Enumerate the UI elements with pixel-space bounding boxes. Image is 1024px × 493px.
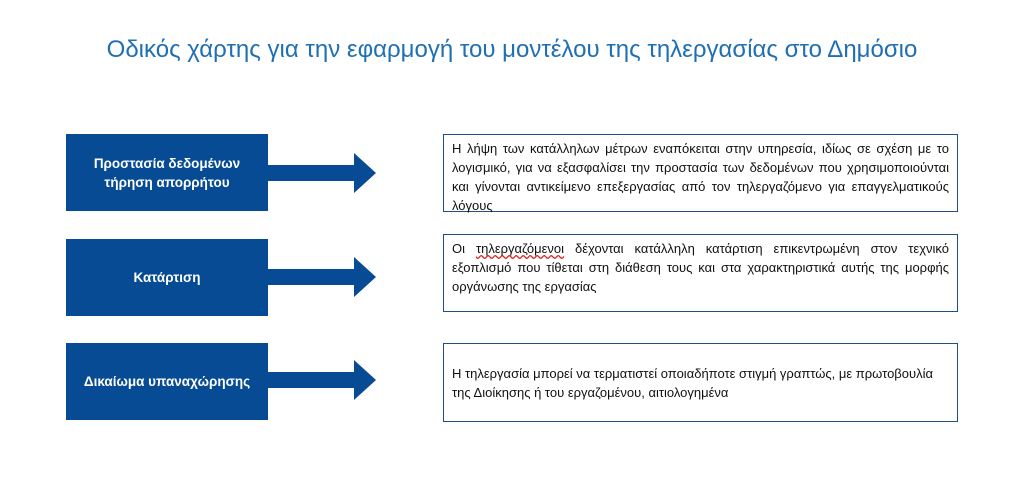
label-box-training: Κατάρτιση xyxy=(66,239,268,316)
right-arrow-icon xyxy=(268,257,378,297)
description-box-withdrawal: Η τηλεργασία μπορεί να τερματιστεί οποιαδήποτε στιγμή γραπτώς, με πρωτοβουλία της Διοίκησης ή του εργαζομένου, αιτιολογημένα xyxy=(443,343,958,422)
right-arrow-icon xyxy=(268,360,378,400)
label-box-withdrawal: Δικαίωμα υπαναχώρησης xyxy=(66,343,268,420)
description-box-data-protection: Η λήψη των κατάλληλων μέτρων εναπόκειται στην υπηρεσία, ιδίως σε σχέση με το λογισμικό, για να εξασφαλίσει την προστασία των δεδομένων που χρησιμοποιούνται και γίνονται αντικείμενο επεξεργασίας από τον τηλεργαζόμενο για επαγγελματικούς λόγους xyxy=(443,134,958,212)
spellcheck-marked-word: τηλεργαζόμενοι xyxy=(475,241,565,256)
right-arrow-icon xyxy=(268,153,378,193)
page-title: Οδικός χάρτης για την εφαρμογή του μοντέλου της τηλεργασίας στο Δημόσιο xyxy=(106,36,918,63)
label-box-data-protection: Προστασία δεδομένων τήρηση απορρήτου xyxy=(66,134,268,211)
description-box-training xyxy=(443,234,958,312)
description-text-rest: δέχονται κατάλληλη κατάρτιση επικεντρωμένη στον τεχνικό εξοπλισμό που τίθεται στη διάθεση τους και στα χαρακτηριστικά αυτής της μορφής οργάνωσης της εργασίας xyxy=(452,241,949,294)
description-text-start: Οι xyxy=(452,241,476,256)
